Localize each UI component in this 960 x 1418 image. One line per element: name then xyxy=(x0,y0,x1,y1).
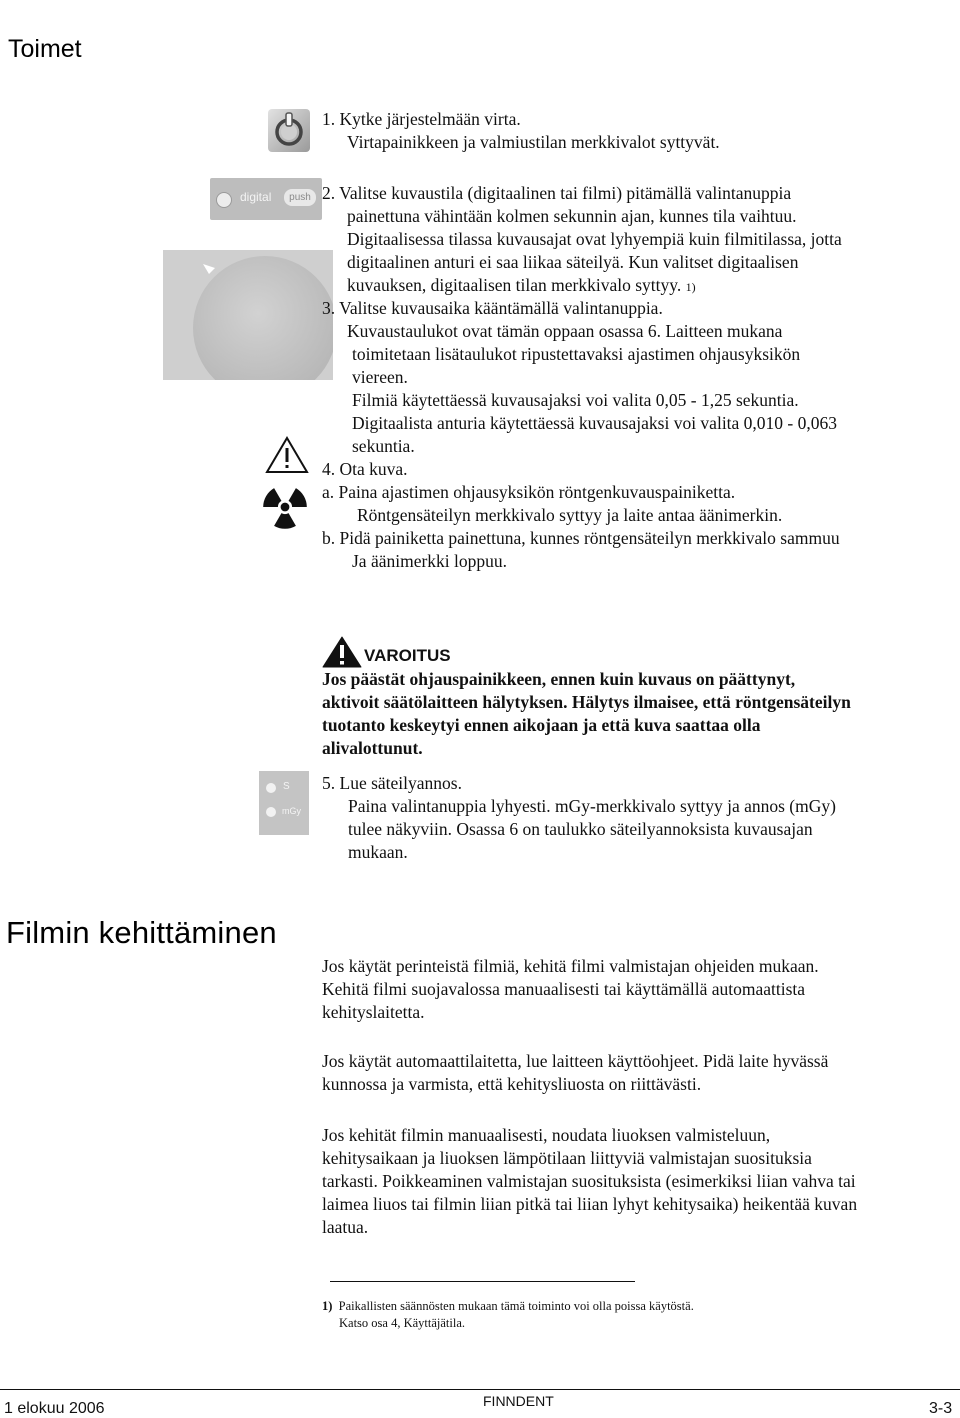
film-paragraph-3-line-5: laatua. xyxy=(322,1217,369,1237)
warning-triangle-icon xyxy=(265,436,309,474)
film-paragraph-1-line-1: Jos käytät perinteistä filmiä, kehitä filmi valmistajan ohjeiden mukaan. xyxy=(322,956,819,976)
footnote-ref: 1) xyxy=(685,280,696,294)
power-button-icon xyxy=(266,106,312,154)
s-led-icon xyxy=(266,783,276,793)
step-1-detail: Virtapainikkeen ja valmiustilan merkkivalot syttyvät. xyxy=(347,132,720,152)
step-3-line-5: Filmiä käytettäessä kuvausajaksi voi valita 0,05 - 1,25 sekuntia. xyxy=(352,390,799,410)
step-5-line-4: mukaan. xyxy=(348,842,408,862)
step-5-line-3: tulee näkyviin. Osassa 6 on taulukko säteilyannoksista kuvausajan xyxy=(348,819,813,839)
film-paragraph-2-line-2: kunnossa ja varmista, että kehitysliuosta on riittävästi. xyxy=(322,1074,702,1094)
mgy-label: mGy xyxy=(282,806,301,816)
footer-date: 1 elokuu 2006 xyxy=(4,1400,105,1417)
section-title-filmin-kehittaminen: Filmin kehittäminen xyxy=(6,915,277,950)
film-paragraph-3-line-3: tarkasti. Poikkeaminen valmistajan suosituksista (esimerkiksi liian vahva tai xyxy=(322,1171,856,1191)
warning-line-1: Jos päästät ohjauspainikkeen, ennen kuin kuvaus on päättynyt, xyxy=(322,669,796,689)
s-label: S xyxy=(283,781,290,792)
step-4a-detail: Röntgensäteilyn merkkivalo syttyy ja laite antaa äänimerkin. xyxy=(357,505,783,525)
warning-line-4: alivalottunut. xyxy=(322,738,423,758)
film-paragraph-1-line-2: Kehitä filmi suojavalossa manuaalisesti tai käyttämällä automaattista xyxy=(322,979,806,999)
footnote-mark: 1) xyxy=(322,1299,333,1313)
step-2-line-2: painettuna vähintään kolmen sekunnin ajan, kunnes tila vaihtuu. xyxy=(347,206,797,226)
footer-page-number: 3-3 xyxy=(929,1400,953,1417)
film-paragraph-2-line-1: Jos käytät automaattilaitetta, lue laitteen käyttöohjeet. Pidä laite hyvässä xyxy=(322,1051,829,1071)
film-paragraph-1-line-3: kehityslaitetta. xyxy=(322,1002,425,1022)
step-2: 2. Valitse kuvaustila (digitaalinen tai filmi) pitämällä valintanuppia xyxy=(322,183,792,203)
film-paragraph-3-line-1: Jos kehität filmin manuaalisesti, noudata liuoksen valmisteluun, xyxy=(322,1125,771,1145)
digital-label: digital xyxy=(240,190,272,204)
step-4: 4. Ota kuva. xyxy=(322,459,408,479)
step-3: 3. Valitse kuvausaika kääntämällä valintanuppia. xyxy=(322,298,663,318)
radiation-icon xyxy=(261,485,309,529)
step-3-line-6: Digitaalista anturia käytettäessä kuvausajaksi voi valita 0,010 - 0,063 xyxy=(352,413,838,433)
warning-badge xyxy=(322,636,362,668)
footnote-line-1: 1) Paikallisten säännösten mukaan tämä toiminto voi olla poissa käytöstä. xyxy=(322,1299,694,1313)
section-title-toimet: Toimet xyxy=(8,35,82,63)
warning-filled-icon xyxy=(322,636,362,668)
step-2-line-4: digitaalinen anturi ei saa liikaa säteilyä. Kun valitset digitaalisen xyxy=(347,252,799,272)
step-4b: b. Pidä painiketta painettuna, kunnes röntgensäteilyn merkkivalo sammuu xyxy=(322,528,840,548)
step-1: 1. Kytke järjestelmään virta. xyxy=(322,109,521,129)
push-button-pill: push xyxy=(284,189,316,206)
warning-line-2: aktivoit säätölaitteen hälytyksen. Hälytys ilmaisee, että röntgensäteilyn xyxy=(322,692,851,712)
step-4a: a. Paina ajastimen ohjausyksikön röntgenkuvauspainiketta. xyxy=(322,482,736,502)
step-3-line-7: sekuntia. xyxy=(352,436,415,456)
footnote-line-2: Katso osa 4, Käyttäjätila. xyxy=(339,1316,466,1330)
digital-led-icon xyxy=(216,192,232,208)
film-paragraph-3-line-2: kehitysaikaan ja liuoksen lämpötilaan liittyviä valmistajan suosituksia xyxy=(322,1148,812,1168)
mgy-led-icon xyxy=(266,807,276,817)
step-5-line-2: Paina valintanuppia lyhyesti. mGy-merkkivalo syttyy ja annos (mGy) xyxy=(348,796,836,816)
dose-indicator-panel xyxy=(259,771,309,835)
rotary-knob-icon xyxy=(163,250,333,380)
step-2-line-3: Digitaalisessa tilassa kuvausajat ovat lyhyempiä kuin filmitilassa, jotta xyxy=(347,229,842,249)
step-3-line-4: viereen. xyxy=(352,367,408,387)
footer-brand: FINNDENT xyxy=(483,1393,554,1409)
footnote-divider xyxy=(330,1281,635,1282)
film-paragraph-3-line-4: laimea liuos tai filmin liian pitkä tai liian lyhyt kehitysaika) heikentää kuvan xyxy=(322,1194,858,1214)
step-5: 5. Lue säteilyannos. xyxy=(322,773,462,793)
digital-push-panel xyxy=(210,178,322,220)
step-2-line-5: kuvauksen, digitaalisen tilan merkkivalo syttyy. 1) xyxy=(347,275,696,295)
step-3-line-3: toimitetaan lisätaulukot ripustettavaksi ajastimen ohjausyksikön xyxy=(352,344,801,364)
step-4b-detail: Ja äänimerkki loppuu. xyxy=(352,551,508,571)
warning-line-3: tuotanto keskeytyi ennen aikojaan ja että kuva saattaa olla xyxy=(322,715,761,735)
warning-label: VAROITUS xyxy=(364,646,451,665)
step-3-line-2: Kuvaustaulukot ovat tämän oppaan osassa 6. Laitteen mukana xyxy=(347,321,783,341)
footer-divider xyxy=(0,1389,960,1390)
